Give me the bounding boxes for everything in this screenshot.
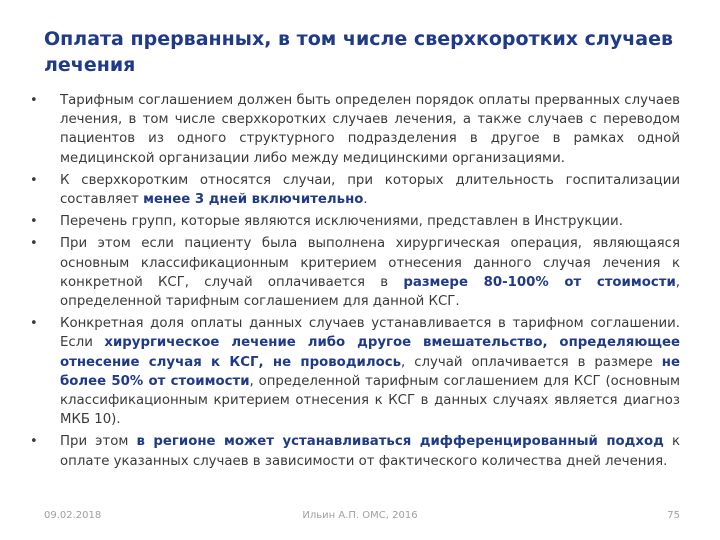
bullet-text: , случай оплачивается в размере <box>401 354 662 370</box>
bullet-item <box>30 212 680 231</box>
footer-author: Ильин А.П. ОМС, 2016 <box>302 510 418 521</box>
bullet-item <box>30 314 680 429</box>
slide-title: Оплата прерванных, в том числе сверхкоротких случаев лечения <box>44 28 673 76</box>
bullet-highlight: хирургическое лечение либо другое вмешательство, определяющее отнесение случая к КСГ, не проводилось <box>60 335 680 370</box>
bullet-highlight: не более 50% от стоимости <box>60 354 680 389</box>
bullet-dot-icon: • <box>30 172 38 188</box>
bullet-list <box>30 91 680 474</box>
bullet-text: Конкретная доля оплаты данных случаев устанавливается в тарифном соглашении. Если <box>60 316 680 351</box>
footer-date: 09.02.2018 <box>44 510 102 521</box>
bullet-text: К сверхкоротким относятся случаи, при которых длительность госпитализации составляет <box>60 172 680 208</box>
bullet-highlight: размере 80-100% от стоимости <box>403 274 676 290</box>
bullet-item <box>30 234 680 311</box>
bullet-item <box>30 432 680 470</box>
bullet-dot-icon: • <box>30 434 38 450</box>
bullet-text: , определенной тарифным соглашением для данной КСГ. <box>60 274 681 310</box>
bullet-item <box>30 171 680 209</box>
bullet-text: Тарифным соглашением должен быть определен порядок оплаты прерванных случаев лечения, в том числе сверхкоротких случаев лечения, а также случаев с переводом пациентов из одного структурного подразделения в другое в рамках одной медицинской организации либо между медицинскими организациями. <box>60 93 680 166</box>
bullet-text: . <box>363 192 368 208</box>
bullet-dot-icon: • <box>30 316 38 332</box>
footer-page-number: 75 <box>667 510 680 521</box>
bullet-highlight: в регионе может устанавливаться дифференцированный подход <box>136 434 664 450</box>
bullet-dot-icon: • <box>30 93 38 108</box>
bullet-dot-icon: • <box>30 236 38 252</box>
bullet-text: При этом если пациенту была выполнена хирургическая операция, являющаяся основным классификационным критерием отнесения данного случая лечения к конкретной КСГ, случай оплачивается в <box>60 236 680 290</box>
bullet-text: к оплате указанных случаев в зависимости от фактического количества дней лечения. <box>60 434 680 469</box>
bullet-item <box>30 91 680 168</box>
bullet-dot-icon: • <box>30 214 38 230</box>
bullet-text: Перечень групп, которые являются исключениями, представлен в Инструкции. <box>60 214 623 230</box>
bullet-text: При этом <box>60 434 137 450</box>
bullet-highlight: менее 3 дней включительно <box>143 192 364 208</box>
bullet-text: , определенной тарифным соглашением для КСГ (основным классификационным критерием отнесения к КСГ в данных случаях является диагноз МКБ 10). <box>60 373 680 428</box>
